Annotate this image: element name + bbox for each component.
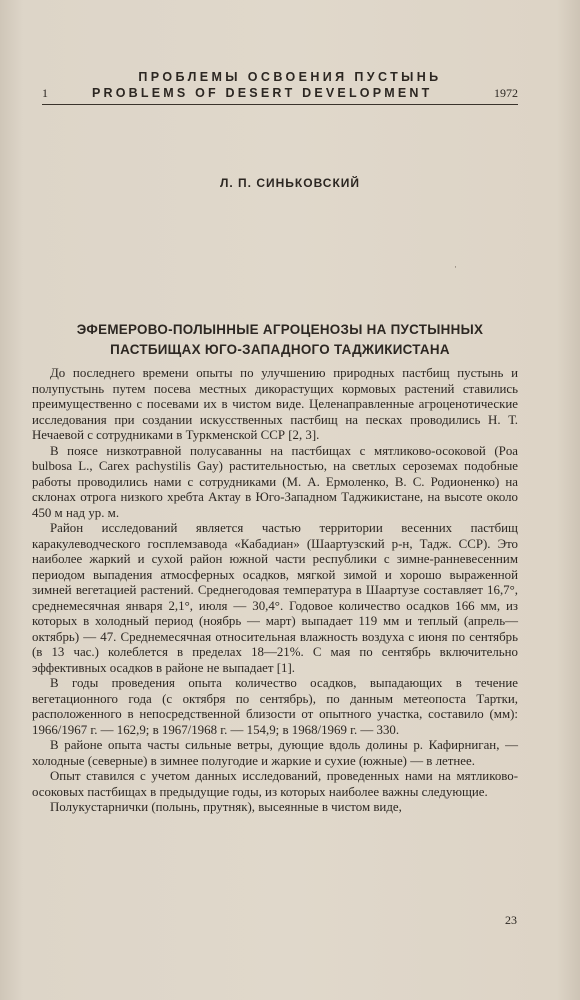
article-body xyxy=(32,366,518,816)
paragraph: До последнего времени опыты по улучшению природных пастбищ пустынь и полупустынь путем посева местных дикорастущих кормовых растений ставились преимущественно с посевами их в чистом виде. Целенаправленные агроценотические исследования при создании искусственных пастбищ на песках проводились Н. Т. Нечаевой с сотрудниками в Туркменской ССР [2, 3]. xyxy=(32,366,518,442)
paragraph: В годы проведения опыта количество осадков, выпадающих в течение вегетационного года (с октября по сентябрь), по данным метеопоста Тартки, расположенного в непосредственной близости от опытного участка, составило (мм): 1966/1967 г. — 162,9; в 1967/1968 г. — 154,9; в 1968/1969 г. — 330. xyxy=(32,676,518,737)
paragraph: Район исследований является частью территории весенних пастбищ каракулеводческого госплемзавода «Кабадиан» (Шаартузский р-н, Тадж. ССР). Это наиболее жаркий и сухой район южной части республики с зимне-ранневесенним периодом выпадения атмосферных осадков, мягкой зимой и хорошо выраженной зимней вегетацией растений. Среднегодовая температура в Шаартузе составляет 16,7°, среднемесячная января 2,1°, июля — 30,4°. Годовое количество осадков 166 мм, из которых в холодный период (ноябрь — март) выпадает 119 мм и теплый (апрель—октябрь) — 47. Среднемесячная относительная влажность воздуха с июня по сентябрь (в 13 час.) колеблется в пределах 18—21%. С мая по сентябрь включительно эффективных осадков в районе не выпадает [1]. xyxy=(32,521,518,675)
paragraph: Полукустарнички (полынь, прутняк), высеянные в чистом виде, xyxy=(50,800,402,814)
header-divider xyxy=(42,104,518,105)
paragraph: В районе опыта часты сильные ветры, дующие вдоль долины р. Кафирниган, — холодные (северные) в зимнее полугодие и жаркие и сухие (южные) — в летнее. xyxy=(32,738,518,768)
journal-title-english: PROBLEMS OF DESERT DEVELOPMENT xyxy=(92,86,433,100)
publication-year: 1972 xyxy=(494,86,518,100)
page-number: 23 xyxy=(505,913,517,927)
paper-speck: · xyxy=(454,262,457,272)
paragraph: Опыт ставился с учетом данных исследований, проведенных нами на мятликово-осоковых пастбищах в предыдущие годы, из которых наиболее важны следующие. xyxy=(32,769,518,799)
journal-title-russian: ПРОБЛЕМЫ ОСВОЕНИЯ ПУСТЫНЬ xyxy=(138,70,442,84)
issue-number: 1 xyxy=(42,86,48,100)
paragraph: В поясе низкотравной полусаванны на пастбищах с мятликово-осоковой (Poa bulbosa L., Carex pachystilis Gay) растительностью, на светлых сероземах подобные работы проводились нами с сотрудниками (М. А. Ермоленко, В. С. Родионенко) на склонах отрога низкого хребта Актау в Юго-Западном Таджикистане, на высоте около 450 м над ур. м. xyxy=(32,443,518,520)
article-title xyxy=(42,320,518,360)
running-header xyxy=(42,86,518,102)
article-title-line-1: ЭФЕМЕРОВО-ПОЛЫННЫЕ АГРОЦЕНОЗЫ НА ПУСТЫННЫХ xyxy=(76,322,484,337)
article-author: Л. П. СИНЬКОВСКИЙ xyxy=(219,176,361,190)
article-title-line-2: ПАСТБИЩАХ ЮГО-ЗАПАДНОГО ТАДЖИКИСТАНА xyxy=(110,342,450,357)
